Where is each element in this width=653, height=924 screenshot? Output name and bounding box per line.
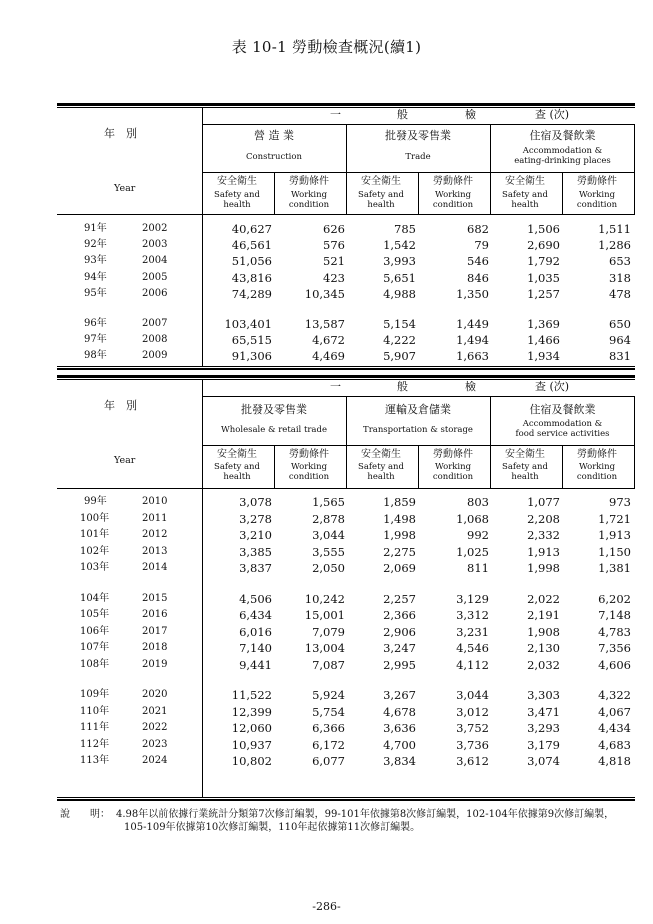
row-year-ad: 2004 [142,255,168,267]
section1-group-en-1: Trade [405,152,431,162]
row-year-ad: 2003 [142,239,168,251]
table-cell: 2,332 [527,528,560,542]
table-cell: 1,369 [527,317,560,331]
section2-top-rule [57,375,635,378]
table-cell: 79 [474,238,489,253]
row-year-roc: 94年 [84,271,107,283]
section2-sub-line [202,445,635,446]
table-cell: 7,356 [598,641,631,655]
section1-group-zh-2: 住宿及餐飲業 [529,129,596,142]
row-year-roc: 113年 [80,755,110,766]
row-year-roc: 105年 [80,609,110,620]
section1-group-en-0: Construction [246,152,302,162]
table-cell: 10,937 [231,737,272,752]
table-cell: 973 [609,495,631,509]
table-cell: 46,561 [231,238,272,253]
table-cell: 2,690 [527,238,560,253]
section2-group-zh-2: 住宿及餐飲業 [529,403,596,416]
table-cell: 6,016 [239,624,272,639]
table-cell: 3,044 [456,688,489,702]
table-cell: 4,112 [456,657,489,672]
row-year-roc: 108年 [80,658,110,670]
row-year-roc: 111年 [80,722,110,733]
table-cell: 626 [323,222,345,236]
section2-year-label-en: Year [114,455,136,466]
section1-subcol-en: Working condition [576,190,618,210]
table-cell: 6,202 [598,591,631,606]
table-cell: 3,752 [456,721,489,735]
section2-header-rule [57,488,635,489]
table-cell: 103,401 [224,317,272,331]
section2-subcol-en: Safety and health [214,462,260,482]
section1-sub-line [202,172,635,173]
table-cell: 3,074 [527,754,560,768]
row-year-ad: 2022 [142,722,168,733]
section1-bottom-rule [57,366,635,367]
table-cell: 521 [323,254,345,269]
section2-group-line [202,396,635,397]
section1-subcol-zh: 勞動條件 [577,176,617,187]
page-number: -286- [312,900,341,913]
table-cell: 992 [467,528,489,542]
table-cell: 3,471 [527,704,560,719]
table-cell: 4,222 [383,333,416,348]
section1-subcol-zh: 勞動條件 [433,176,473,187]
table-cell: 5,907 [383,349,416,364]
table-cell: 1,511 [598,222,631,236]
table-cell: 51,056 [231,254,272,269]
section2-group-en-2: Accommodation & food service activities [515,419,610,439]
section2-subcol-en: Working condition [576,462,618,482]
table-cell: 15,001 [304,608,345,622]
row-year-ad: 2009 [142,350,168,362]
section1-subcol-en: Working condition [288,190,330,210]
table-cell: 74,289 [231,286,272,301]
table-cell: 4,678 [383,704,416,719]
row-year-ad: 2006 [142,287,168,299]
table-cell: 2,032 [527,657,560,672]
table-cell: 546 [467,254,489,269]
table-cell: 1,663 [456,349,489,364]
table-cell: 1,150 [598,544,631,559]
row-year-roc: 97年 [84,334,107,346]
table-cell: 3,129 [456,591,489,606]
table-cell: 2,995 [383,657,416,672]
table-cell: 3,247 [383,641,416,655]
table-cell: 4,783 [598,624,631,639]
row-year-roc: 100年 [80,512,110,524]
section2-group-zh-0: 批發及零售業 [241,403,307,416]
section1-top-header-char: 檢 [465,108,476,121]
table-cell: 91,306 [231,349,272,364]
row-year-roc: 107年 [80,642,110,653]
section1-top-header-char: 一 [330,108,341,121]
table-cell: 964 [609,333,631,348]
row-year-roc: 98年 [84,350,107,362]
table-cell: 2,022 [527,591,560,606]
table-cell: 11,522 [231,688,272,702]
notes-line-1: 4.98年以前依據行業統計分類第7次修訂編製，99-101年依據第8次修訂編製，102-104年依據第9次修訂編製， [116,809,615,820]
section2-subcol-en: Working condition [288,462,330,482]
table-cell: 478 [609,286,631,301]
table-cell: 4,700 [383,737,416,752]
row-year-ad: 2010 [142,496,168,507]
section2-top-header-char: 查 (次) [535,380,570,393]
table-cell: 3,555 [312,544,345,559]
table-cell: 2,069 [383,561,416,575]
page-title: 表 10-1 勞動檢查概況(續1) [231,38,422,56]
table-cell: 6,172 [312,737,345,752]
table-cell: 3,012 [456,704,489,719]
section1-group-zh-1: 批發及零售業 [385,129,451,142]
row-year-ad: 2023 [142,738,168,750]
row-year-ad: 2002 [142,223,168,234]
table-cell: 5,651 [383,270,416,285]
table-cell: 1,498 [383,511,416,526]
table-cell: 1,565 [312,495,345,509]
section1-group-zh-0: 營 造 業 [254,129,294,142]
section1-top-header-char: 般 [397,108,408,121]
section1-header-rule [57,214,635,215]
section2-subcol-zh: 安全衛生 [361,449,401,460]
section2-subcol-en: Safety and health [502,462,548,482]
section1-subcol-zh: 安全衛生 [217,176,257,187]
section1-group-line [202,124,635,125]
table-cell: 1,721 [598,511,631,526]
table-cell: 7,148 [598,608,631,622]
table-cell: 5,154 [383,317,416,331]
row-year-ad: 2005 [142,271,168,283]
table-cell: 1,068 [456,511,489,526]
section2-subcol-zh: 勞動條件 [577,449,617,460]
table-cell: 803 [467,495,489,509]
row-year-ad: 2011 [142,512,168,524]
table-cell: 3,293 [527,721,560,735]
table-cell: 3,267 [383,688,416,702]
row-year-roc: 104年 [80,592,110,604]
table-cell: 2,050 [312,561,345,575]
row-year-ad: 2024 [142,755,168,766]
table-cell: 6,366 [312,721,345,735]
section2-subcol-en: Working condition [432,462,474,482]
table-cell: 1,859 [383,495,416,509]
row-year-ad: 2019 [142,658,168,670]
section1-subcol-en: Working condition [432,190,474,210]
section1-year-label-en: Year [114,183,136,194]
row-year-roc: 101年 [80,529,110,540]
section2-subcol-zh: 勞動條件 [433,449,473,460]
section1-subcol-en: Safety and health [502,190,548,210]
table-cell: 6,077 [312,754,345,768]
table-cell: 846 [467,270,489,285]
row-year-roc: 99年 [84,496,107,507]
table-cell: 10,242 [304,591,345,606]
row-year-ad: 2021 [142,705,168,717]
section2-subcol-en: Safety and health [358,462,404,482]
table-cell: 4,469 [312,349,345,364]
table-cell: 4,988 [383,286,416,301]
section1-subcol-zh: 勞動條件 [289,176,329,187]
table-cell: 7,087 [312,657,345,672]
table-cell: 3,385 [239,544,272,559]
row-year-ad: 2013 [142,545,168,557]
table-cell: 2,275 [383,544,416,559]
table-cell: 1,381 [598,561,631,575]
row-year-roc: 96年 [84,318,107,329]
table-cell: 3,231 [456,624,489,639]
section2-top-header-char: 般 [397,380,408,393]
section1-top-header-char: 查 (次) [535,108,570,121]
table-cell: 4,067 [598,704,631,719]
table-cell: 811 [467,561,489,575]
row-year-ad: 2008 [142,334,168,346]
table-cell: 13,004 [304,641,345,655]
table-cell: 4,606 [598,657,631,672]
table-cell: 1,506 [527,222,560,236]
row-year-roc: 110年 [80,705,110,717]
table-cell: 10,345 [304,286,345,301]
section2-top-header-char: 檢 [465,380,476,393]
table-cell: 1,077 [527,495,560,509]
table-cell: 1,792 [527,254,560,269]
table-cell: 3,837 [239,561,272,575]
table-cell: 1,449 [456,317,489,331]
section2-bottom-rule-thick [57,799,635,801]
section2-subcol-zh: 勞動條件 [289,449,329,460]
table-cell: 2,906 [383,624,416,639]
section2-group-en-0: Wholesale & retail trade [221,425,327,435]
table-cell: 2,191 [527,608,560,622]
row-year-roc: 93年 [84,255,107,267]
table-cell: 65,515 [231,333,272,348]
table-cell: 653 [609,254,631,269]
table-cell: 1,998 [527,561,560,575]
row-year-roc: 106年 [80,625,110,637]
section1-top-rule [57,103,635,106]
table-cell: 576 [323,238,345,253]
row-year-roc: 91年 [84,223,107,234]
table-cell: 7,079 [312,624,345,639]
table-cell: 3,179 [527,737,560,752]
table-cell: 3,278 [239,511,272,526]
section1-subcol-zh: 安全衛生 [361,176,401,187]
table-cell: 4,322 [598,688,631,702]
table-cell: 1,350 [456,286,489,301]
table-cell: 3,210 [239,528,272,542]
table-cell: 3,993 [383,254,416,269]
row-year-roc: 112年 [80,738,110,750]
table-cell: 6,434 [239,608,272,622]
table-cell: 10,802 [231,754,272,768]
table-cell: 4,818 [598,754,631,768]
table-cell: 3,312 [456,608,489,622]
table-cell: 1,025 [456,544,489,559]
table-cell: 1,466 [527,333,560,348]
table-cell: 831 [609,349,631,364]
table-cell: 1,257 [527,286,560,301]
table-cell: 2,257 [383,591,416,606]
table-cell: 1,908 [527,624,560,639]
section2-group-en-1: Transportation & storage [363,425,473,435]
table-cell: 682 [467,222,489,236]
table-cell: 3,612 [456,754,489,768]
row-year-ad: 2016 [142,609,168,620]
table-cell: 2,208 [527,511,560,526]
table-cell: 40,627 [231,222,272,236]
row-year-ad: 2012 [142,529,168,540]
section1-bottom-rule-thick [57,368,635,370]
section1-subcol-en: Safety and health [214,190,260,210]
table-cell: 650 [609,317,631,331]
table-cell: 2,366 [383,608,416,622]
row-year-ad: 2017 [142,625,168,637]
row-year-roc: 95年 [84,287,107,299]
table-cell: 43,816 [231,270,272,285]
table-cell: 1,286 [598,238,631,253]
table-cell: 3,636 [383,721,416,735]
table-cell: 3,834 [383,754,416,768]
section1-subcol-en: Safety and health [358,190,404,210]
row-year-ad: 2014 [142,562,168,573]
section1-year-label-zh: 年 別 [104,127,137,140]
table-cell: 13,587 [304,317,345,331]
table-cell: 423 [323,270,345,285]
section2-top-header-char: 一 [330,380,341,393]
row-year-ad: 2020 [142,689,168,700]
table-cell: 4,434 [598,721,631,735]
row-year-ad: 2015 [142,592,168,604]
section1-subcol-zh: 安全衛生 [505,176,545,187]
section1-group-en-2: Accommodation & eating-drinking places [514,146,611,166]
table-cell: 785 [394,222,416,236]
table-cell: 5,754 [312,704,345,719]
table-cell: 12,060 [231,721,272,735]
table-cell: 4,506 [239,591,272,606]
row-year-roc: 92年 [84,239,107,251]
section2-year-label-zh: 年 別 [104,399,137,412]
table-cell: 12,399 [231,704,272,719]
section2-bottom-rule [57,797,635,798]
table-cell: 3,736 [456,737,489,752]
table-cell: 9,441 [239,657,272,672]
table-cell: 5,924 [312,688,345,702]
section2-subcol-zh: 安全衛生 [217,449,257,460]
table-cell: 3,303 [527,688,560,702]
section2-group-zh-1: 運輸及倉儲業 [385,403,451,416]
table-cell: 3,044 [312,528,345,542]
notes-label: 說 明： [60,809,110,820]
row-year-roc: 102年 [80,545,110,557]
row-year-ad: 2007 [142,318,168,329]
table-cell: 318 [609,270,631,285]
table-cell: 4,683 [598,737,631,752]
table-cell: 1,998 [383,528,416,542]
table-cell: 1,542 [383,238,416,253]
section2-subcol-zh: 安全衛生 [505,449,545,460]
row-year-roc: 109年 [80,689,110,700]
table-cell: 2,130 [527,641,560,655]
table-cell: 1,934 [527,349,560,364]
table-cell: 1,035 [527,270,560,285]
table-cell: 7,140 [239,641,272,655]
table-cell: 1,913 [527,544,560,559]
table-cell: 3,078 [239,495,272,509]
row-year-roc: 103年 [80,562,110,573]
table-cell: 1,913 [598,528,631,542]
row-year-ad: 2018 [142,642,168,653]
table-cell: 2,878 [312,511,345,526]
table-cell: 4,546 [456,641,489,655]
notes-line-2: 105-109年依據第10次修訂編製，110年起依據第11次修訂編製。 [124,822,421,833]
table-cell: 4,672 [312,333,345,348]
table-cell: 1,494 [456,333,489,348]
